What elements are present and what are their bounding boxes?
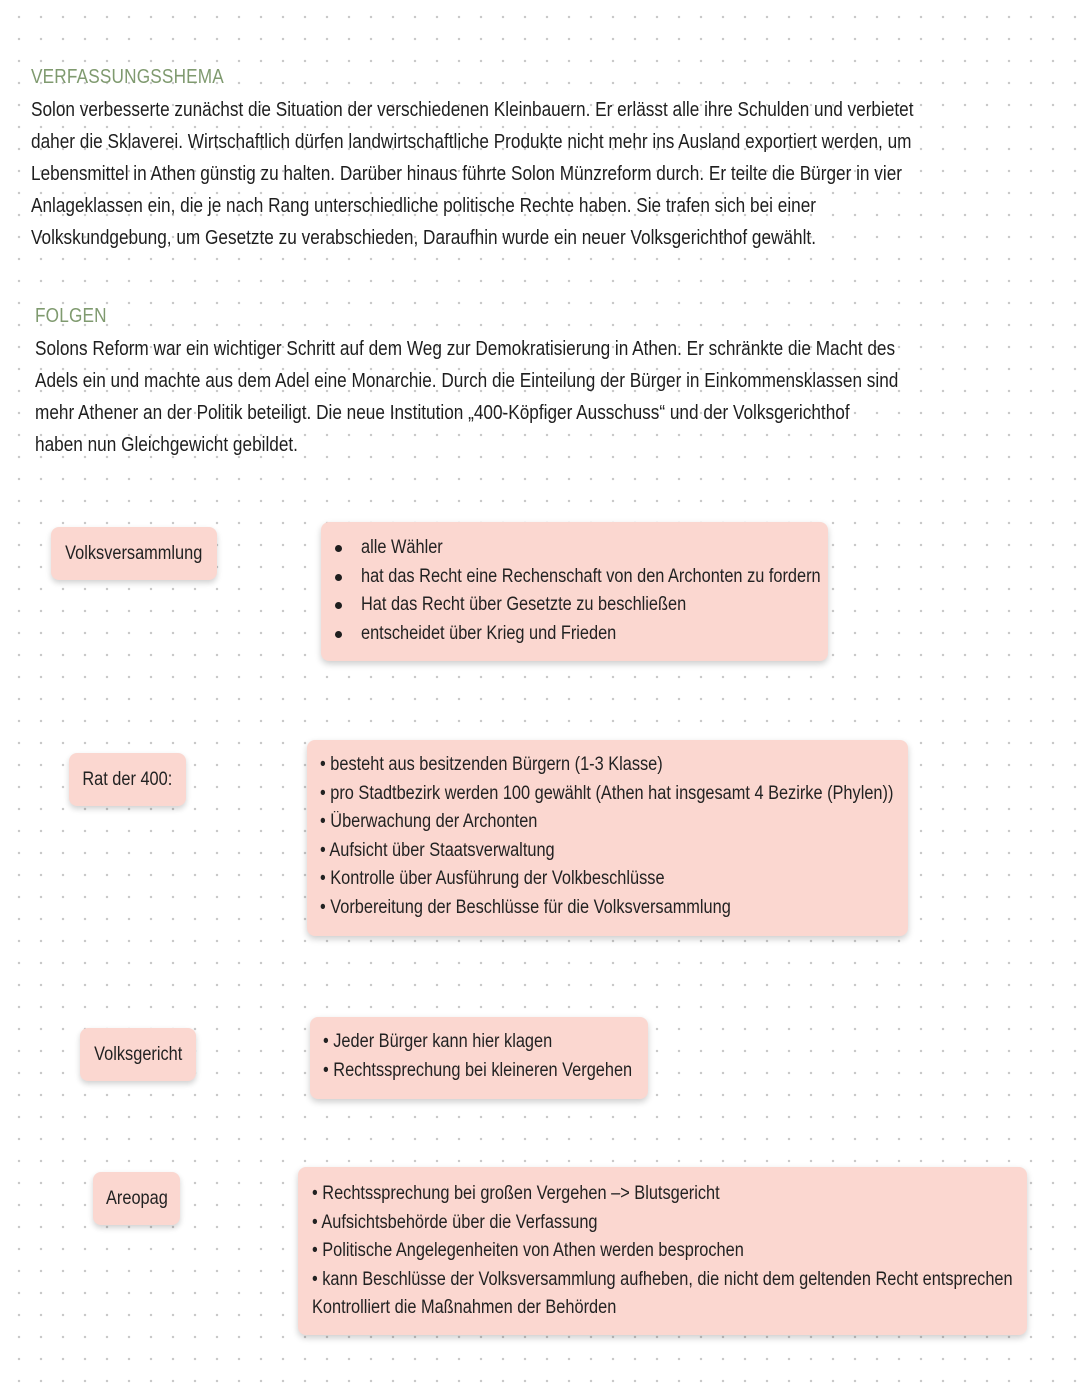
list-item: Hat das Recht über Gesetzte zu beschließen [321,591,828,620]
text-line: Anlageklassen ein, die je nach Rang unterschiedliche politische Rechte haben. Sie trafen sich bei einer [31,195,817,217]
box-rat-der-400 [307,740,908,936]
section-verfassungsschema [31,66,1057,254]
list-item: • Aufsichtsbehörde über die Verfassung [312,1209,1027,1238]
list-item: • Jeder Bürger kann hier klagen [323,1028,648,1057]
text-line: Solon verbesserte zunächst die Situation der verschiedenen Kleinbauern. Er erlässt alle ihre Schulden und verbietet [31,99,914,121]
list-item: • Überwachung der Archonten [320,808,908,837]
list-item: • Rechtssprechung bei großen Vergehen –> Blutsgericht [312,1180,1027,1209]
label-rat-der-400 [69,753,186,806]
list-item: • pro Stadtbezirk werden 100 gewählt (Athen hat insgesamt 4 Bezirke (Phylen)) [320,780,908,809]
text-line: Adels ein und machte aus dem Adel eine Monarchie. Durch die Einteilung der Bürger in Einkommensklassen sind [35,370,899,392]
list-item: • Kontrolle über Ausführung der Volkbeschlüsse [320,865,908,894]
box-volksversammlung [321,522,828,661]
label-text: Areopag [105,1187,168,1209]
list-rat-der-400 [320,751,908,922]
label-text: Rat der 400: [82,768,173,790]
list-areopag [312,1180,1027,1294]
list-item: • Rechtssprechung bei kleineren Vergehen [323,1057,648,1086]
box-volksgericht [310,1017,648,1099]
list-item: • besteht aus besitzenden Bürgern (1-3 Klasse) [320,751,908,780]
list-item: entscheidet über Krieg und Frieden [321,620,828,649]
text-line: daher die Sklaverei. Wirtschaftlich dürfen landwirtschaftliche Produkte nicht mehr ins Ausland exportiert werden, um [31,131,912,153]
label-volksversammlung [51,527,217,580]
box-note [312,1294,1027,1323]
list-volksversammlung [321,534,828,648]
text-line: Lebensmittel in Athen günstig zu halten. Darüber hinaus führte Solon Münzreform durch. Er teilte die Bürger in vier [31,163,902,185]
label-areopag [93,1172,180,1225]
text-line: haben nun Gleichgewicht gebildet. [35,434,298,456]
list-item: • Vorbereitung der Beschlüsse für die Volksversammlung [320,894,908,923]
paragraph-verfassungsschema [31,94,1057,254]
box-areopag [298,1167,1027,1335]
list-item: • Aufsicht über Staatsverwaltung [320,837,908,866]
list-item: hat das Recht eine Rechenschaft von den Archonten zu fordern [321,563,828,592]
section-folgen [35,305,1039,461]
list-item: • kann Beschlüsse der Volksversammlung aufheben, die nicht dem geltenden Recht entsprechen [312,1266,1027,1295]
section-heading-verfassungsschema: VERFASSUNGSSHEMA [31,66,224,88]
text-line: mehr Athener an der Politik beteiligt. Die neue Institution „400-Köpfiger Ausschuss“ und der Volksgerichthof [35,402,850,424]
section-heading-folgen: FOLGEN [35,305,107,327]
paragraph-folgen [35,333,1039,461]
note-text: Kontrolliert die Maßnahmen der Behörden [312,1297,617,1318]
label-text: Volksgericht [93,1043,183,1065]
text-line: Solons Reform war ein wichtiger Schritt auf dem Weg zur Demokratisierung in Athen. Er schränkte die Macht des [35,338,896,360]
label-volksgericht [80,1028,196,1081]
list-item: alle Wähler [321,534,828,563]
text-line: Volkskundgebung, um Gesetzte zu verabschieden, Daraufhin wurde ein neuer Volksgerichthof gewählt. [31,227,817,249]
list-volksgericht [323,1028,648,1085]
label-text: Volksversammlung [65,542,203,564]
list-item: • Politische Angelegenheiten von Athen werden besprochen [312,1237,1027,1266]
